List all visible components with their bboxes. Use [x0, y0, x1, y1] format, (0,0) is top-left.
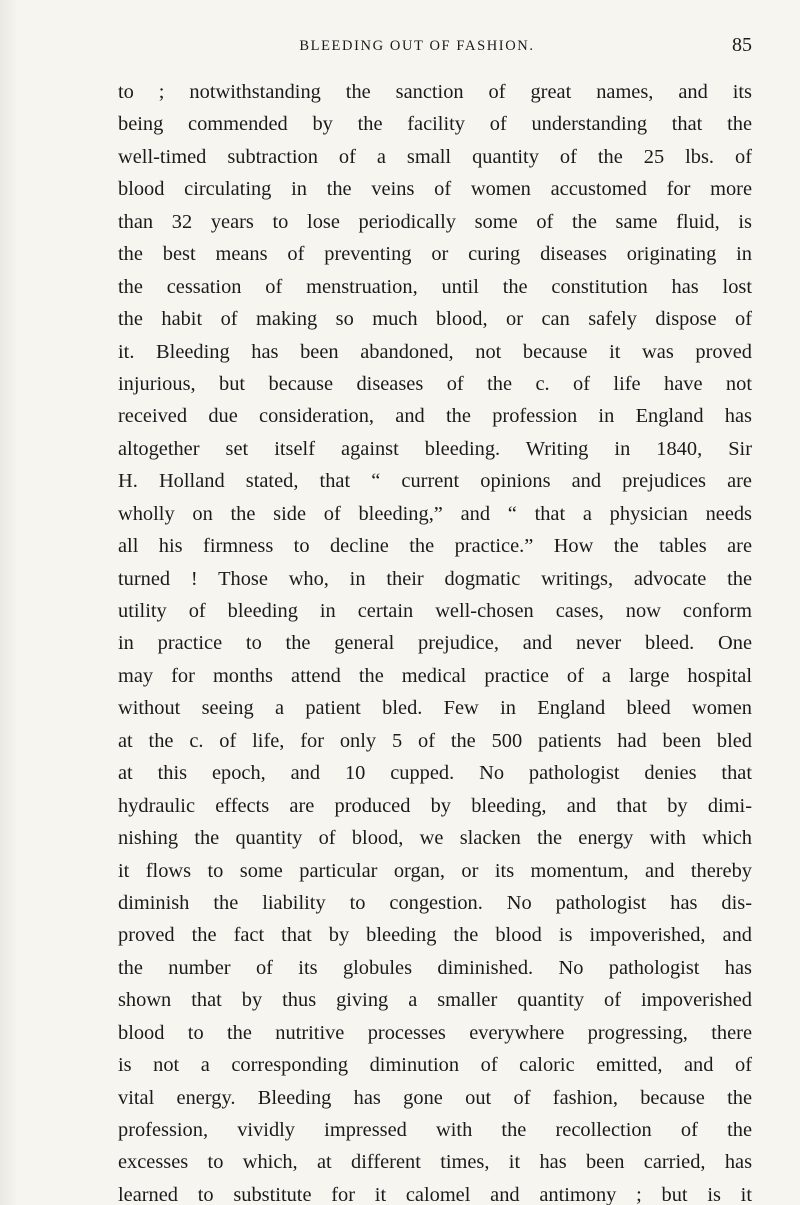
- text-line: blood circulating in the veins of women accustomed for more: [118, 178, 752, 201]
- text-line: nishing the quantity of blood, we slacken the energy with which: [118, 827, 752, 850]
- text-line: injurious, but because diseases of the c. of life have not: [118, 372, 752, 395]
- text-line: the number of its globules diminished. No pathologist has: [118, 956, 752, 979]
- text-line: diminish the liability to congestion. No pathologist has dis-: [118, 891, 752, 914]
- text-line: shown that by thus giving a smaller quantity of impoverished: [118, 989, 752, 1012]
- text-line: excesses to which, at different times, it has been carried, has: [118, 1151, 752, 1174]
- body-text: [118, 76, 752, 1205]
- text-line: the habit of making so much blood, or can safely dispose of: [118, 308, 752, 331]
- text-line: the cessation of menstruation, until the constitution has lost: [118, 275, 752, 298]
- text-line: vital energy. Bleeding has gone out of fashion, because the: [118, 1086, 752, 1109]
- text-line: hydraulic effects are produced by bleeding, and that by dimi-: [118, 794, 752, 817]
- text-line: at the c. of life, for only 5 of the 500 patients had been bled: [118, 729, 752, 752]
- page-number: 85: [732, 34, 752, 56]
- text-line: utility of bleeding in certain well-chosen cases, now conform: [118, 600, 752, 622]
- text-line: without seeing a patient bled. Few in England bleed women: [118, 697, 752, 720]
- text-line: received due consideration, and the profession in England has: [118, 405, 752, 428]
- text-line: at this epoch, and 10 cupped. No pathologist denies that: [118, 762, 752, 785]
- text-line: the best means of preventing or curing diseases originating in: [118, 243, 752, 266]
- text-line: proved the fact that by bleeding the blood is impoverished, and: [118, 924, 752, 947]
- text-line: may for months attend the medical practice of a large hospital: [118, 664, 752, 687]
- text-line: is not a corresponding diminution of caloric emitted, and of: [118, 1054, 752, 1077]
- text-line: to ; notwithstanding the sanction of great names, and its: [118, 81, 752, 103]
- text-line: than 32 years to lose periodically some of the same fluid, is: [118, 210, 752, 233]
- running-title: BLEEDING OUT OF FASHION.: [299, 38, 535, 54]
- text-line: all his firmness to decline the practice.” How the tables are: [118, 535, 752, 558]
- text-line: turned ! Those who, in their dogmatic writings, advocate the: [118, 567, 752, 590]
- text-line: blood to the nutritive processes everywhere progressing, there: [118, 1021, 752, 1044]
- text-line: profession, vividly impressed with the recollection of the: [118, 1119, 752, 1141]
- text-line: it. Bleeding has been abandoned, not because it was proved: [118, 340, 752, 363]
- text-line: wholly on the side of bleeding,” and “ that a physician needs: [118, 502, 752, 525]
- text-line: H. Holland stated, that “ current opinions and prejudices are: [118, 470, 752, 493]
- text-line: well-timed subtraction of a small quantity of the 25 lbs. of: [118, 145, 752, 168]
- running-head: [118, 34, 752, 60]
- text-line: in practice to the general prejudice, and never bleed. One: [118, 632, 752, 655]
- text-line: altogether set itself against bleeding. Writing in 1840, Sir: [118, 437, 752, 460]
- text-line: learned to substitute for it calomel and antimony ; but is it: [118, 1183, 752, 1205]
- text-line: it flows to some particular organ, or its momentum, and thereby: [118, 859, 752, 882]
- text-line: being commended by the facility of understanding that the: [118, 113, 752, 136]
